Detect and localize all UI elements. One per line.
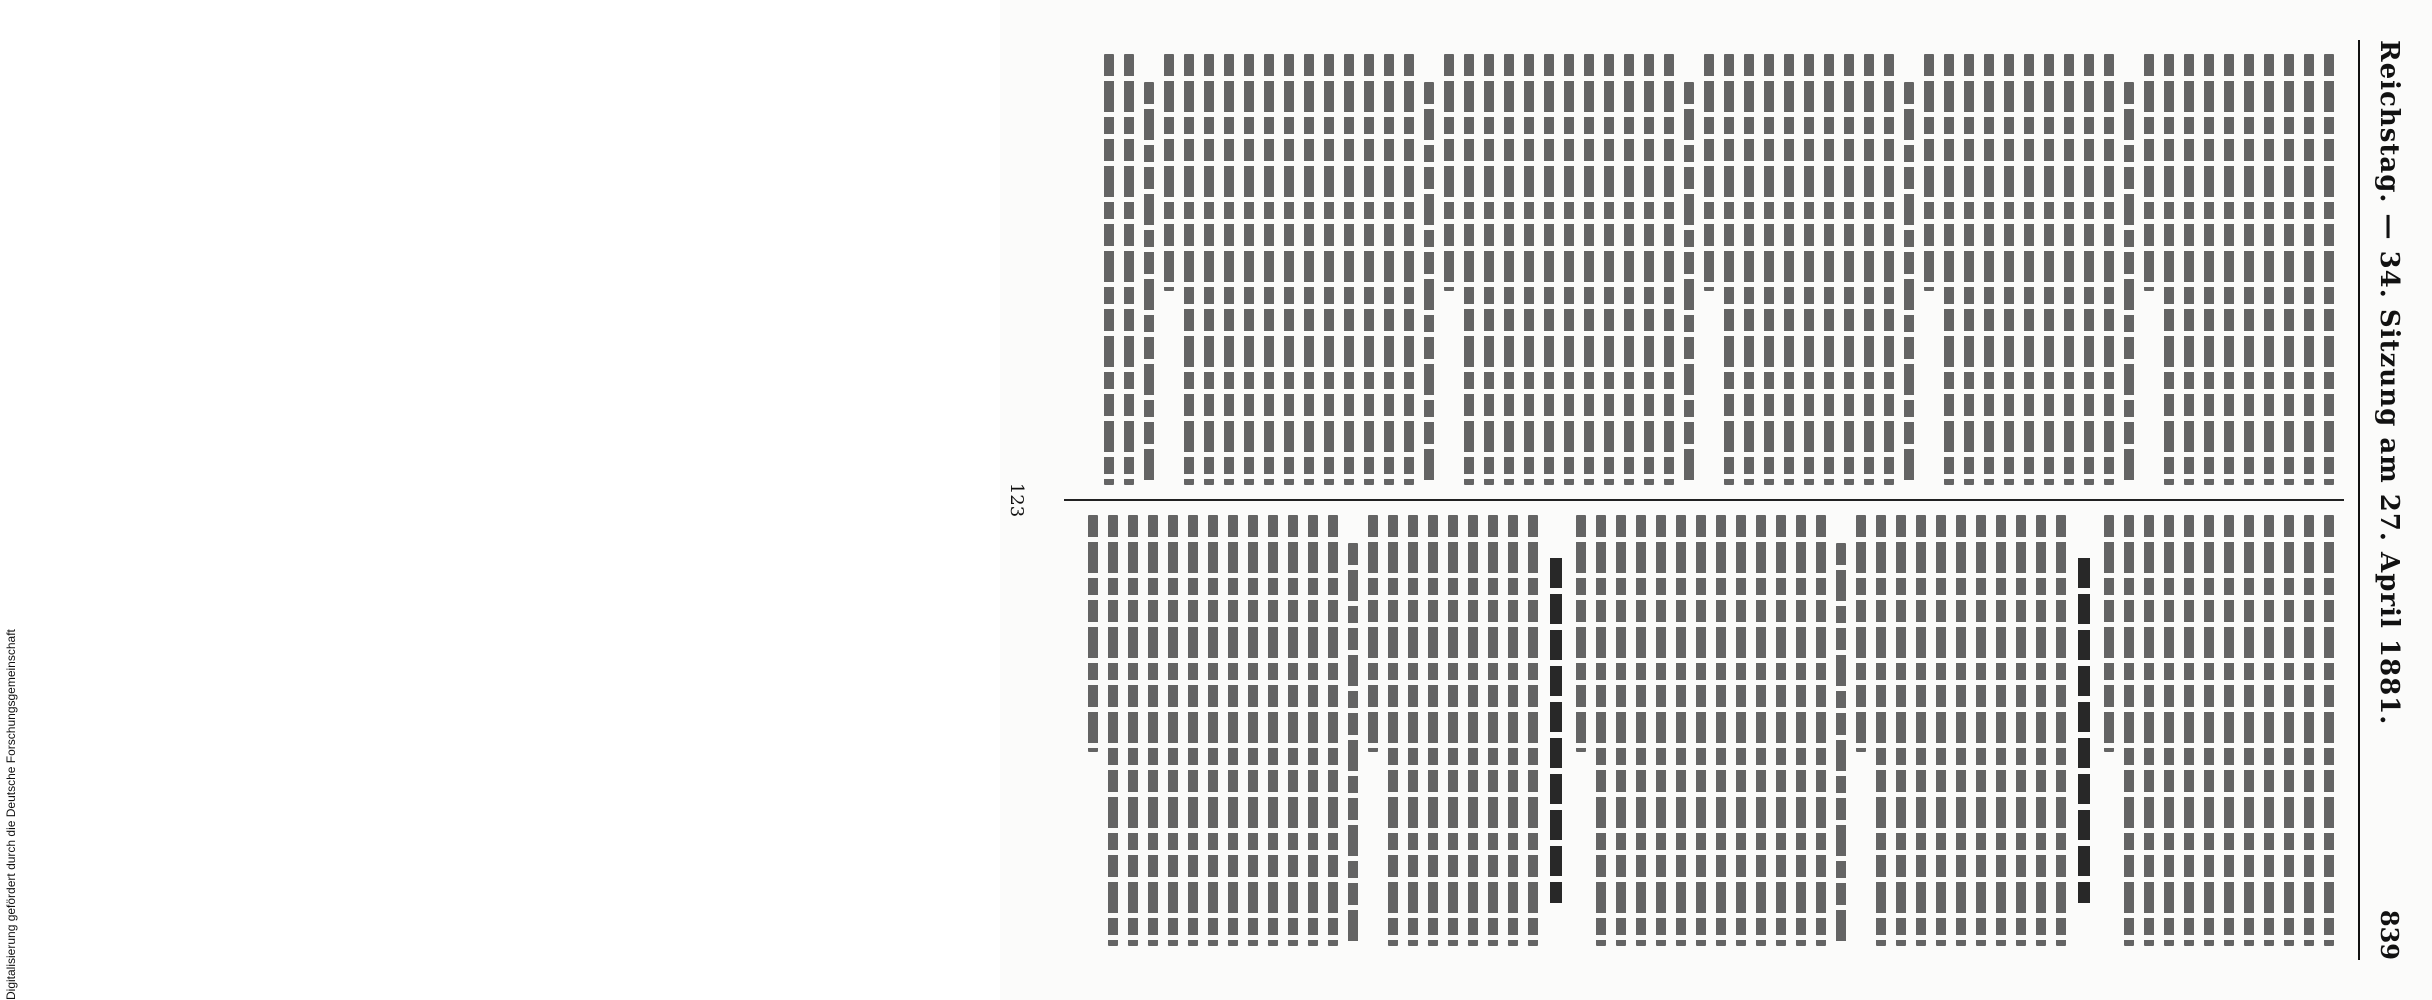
- text-line: [1124, 54, 1134, 485]
- text-line: [2024, 54, 2034, 485]
- text-line: [2244, 54, 2254, 485]
- text-line: [2104, 515, 2114, 752]
- text-line: [1596, 515, 1606, 946]
- right-text-column: [1064, 501, 2344, 960]
- running-head: [2358, 40, 2404, 960]
- text-line: [1824, 54, 1834, 485]
- text-line: [1228, 515, 1238, 946]
- text-line: [1428, 515, 1438, 946]
- text-line: [1508, 515, 1518, 946]
- text-line: [1308, 515, 1318, 946]
- text-line: [2284, 54, 2294, 485]
- text-line: [1484, 54, 1494, 485]
- text-line: [2164, 515, 2174, 946]
- text-line: [1744, 54, 1754, 485]
- text-line: [1108, 515, 1118, 946]
- text-line: [1088, 515, 1098, 752]
- text-line: [2124, 515, 2134, 946]
- text-line: [1164, 54, 1174, 291]
- text-line: [1448, 515, 1458, 946]
- text-line: [1796, 515, 1806, 946]
- text-line: [1704, 54, 1714, 291]
- text-line: [1564, 54, 1574, 485]
- text-line: [2004, 54, 2014, 485]
- text-line: [2224, 54, 2234, 485]
- text-line: [1208, 515, 1218, 946]
- text-line: [1388, 515, 1398, 946]
- text-line: [1656, 515, 1666, 946]
- text-line: [1504, 54, 1514, 485]
- text-line: [1896, 515, 1906, 946]
- text-line: [1916, 515, 1926, 946]
- text-line: [1836, 543, 1846, 946]
- text-line: [1368, 515, 1378, 752]
- text-line: [2224, 515, 2234, 946]
- text-line: [1764, 54, 1774, 485]
- text-line: [1724, 54, 1734, 485]
- text-line: [1804, 54, 1814, 485]
- text-line: [1524, 54, 1534, 485]
- text-line: [2016, 515, 2026, 946]
- text-line: [1488, 515, 1498, 946]
- text-line: [1756, 515, 1766, 946]
- text-line: [1384, 54, 1394, 485]
- text-line: [1816, 515, 1826, 946]
- paragraph-heading-line: [2078, 558, 2090, 903]
- footer-page-number: 123: [1006, 482, 1027, 518]
- text-line: [2324, 515, 2334, 946]
- text-line: [2204, 515, 2214, 946]
- left-text-column: [1064, 40, 2344, 499]
- text-line: [2144, 515, 2154, 946]
- text-line: [1348, 543, 1358, 946]
- text-line: [1144, 82, 1154, 485]
- text-line: [2184, 515, 2194, 946]
- text-line: [1284, 54, 1294, 485]
- paragraph-heading-line: [1550, 558, 1562, 903]
- text-line: [1876, 515, 1886, 946]
- text-line: [1696, 515, 1706, 946]
- text-line: [1444, 54, 1454, 291]
- text-line: [1184, 54, 1194, 485]
- text-line: [1344, 54, 1354, 485]
- text-line: [1904, 82, 1914, 485]
- text-line: [1924, 54, 1934, 291]
- text-line: [2304, 54, 2314, 485]
- text-line: [1224, 54, 1234, 485]
- text-line: [1408, 515, 1418, 946]
- text-line: [1956, 515, 1966, 946]
- text-line: [1104, 54, 1114, 485]
- text-line: [2204, 54, 2214, 485]
- text-line: [2284, 515, 2294, 946]
- text-line: [1424, 82, 1434, 485]
- text-line: [1844, 54, 1854, 485]
- scanned-page: [1000, 0, 2432, 1000]
- text-line: [1268, 515, 1278, 946]
- text-line: [1784, 54, 1794, 485]
- page-number: 839: [2375, 909, 2404, 960]
- text-line: [1304, 54, 1314, 485]
- text-line: [1544, 54, 1554, 485]
- text-line: [1528, 515, 1538, 946]
- text-line: [1624, 54, 1634, 485]
- text-line: [1964, 54, 1974, 485]
- text-line: [1636, 515, 1646, 946]
- text-line: [1404, 54, 1414, 485]
- text-line: [1944, 54, 1954, 485]
- text-line: [1644, 54, 1654, 485]
- text-line: [1148, 515, 1158, 946]
- text-line: [1616, 515, 1626, 946]
- text-line: [1264, 54, 1274, 485]
- text-line: [2144, 54, 2154, 291]
- text-line: [1324, 54, 1334, 485]
- text-line: [2124, 82, 2134, 485]
- text-line: [1664, 54, 1674, 485]
- text-line: [1884, 54, 1894, 485]
- text-line: [1576, 515, 1586, 752]
- text-line: [2044, 54, 2054, 485]
- text-line: [1464, 54, 1474, 485]
- text-line: [1244, 54, 1254, 485]
- text-line: [1168, 515, 1178, 946]
- text-line: [1996, 515, 2006, 946]
- text-line: [1776, 515, 1786, 946]
- text-line: [1976, 515, 1986, 946]
- text-line: [1128, 515, 1138, 946]
- text-line: [1604, 54, 1614, 485]
- text-line: [2264, 515, 2274, 946]
- text-line: [1936, 515, 1946, 946]
- text-line: [1676, 515, 1686, 946]
- text-line: [1188, 515, 1198, 946]
- text-line: [1204, 54, 1214, 485]
- text-line: [2056, 515, 2066, 946]
- text-columns: [1064, 40, 2344, 960]
- text-line: [2104, 54, 2114, 485]
- text-line: [2304, 515, 2314, 946]
- running-head-title: Reichstag. — 34. Sitzung am 27. April 1881.: [2374, 40, 2404, 726]
- text-line: [1328, 515, 1338, 946]
- text-line: [1288, 515, 1298, 946]
- text-line: [2184, 54, 2194, 485]
- text-line: [2064, 54, 2074, 485]
- text-line: [2164, 54, 2174, 485]
- text-line: [2084, 54, 2094, 485]
- text-line: [1364, 54, 1374, 485]
- text-line: [1248, 515, 1258, 946]
- text-line: [2244, 515, 2254, 946]
- text-line: [1716, 515, 1726, 946]
- digitization-credit: Digitalisierung gefördert durch die Deutsche Forschungsgemeinschaft: [4, 629, 18, 1000]
- text-line: [1864, 54, 1874, 485]
- text-line: [1856, 515, 1866, 752]
- text-line: [2264, 54, 2274, 485]
- text-line: [1584, 54, 1594, 485]
- text-line: [2036, 515, 2046, 946]
- text-line: [1984, 54, 1994, 485]
- text-line: [1468, 515, 1478, 946]
- text-line: [1684, 82, 1694, 485]
- text-line: [2324, 54, 2334, 485]
- text-line: [1736, 515, 1746, 946]
